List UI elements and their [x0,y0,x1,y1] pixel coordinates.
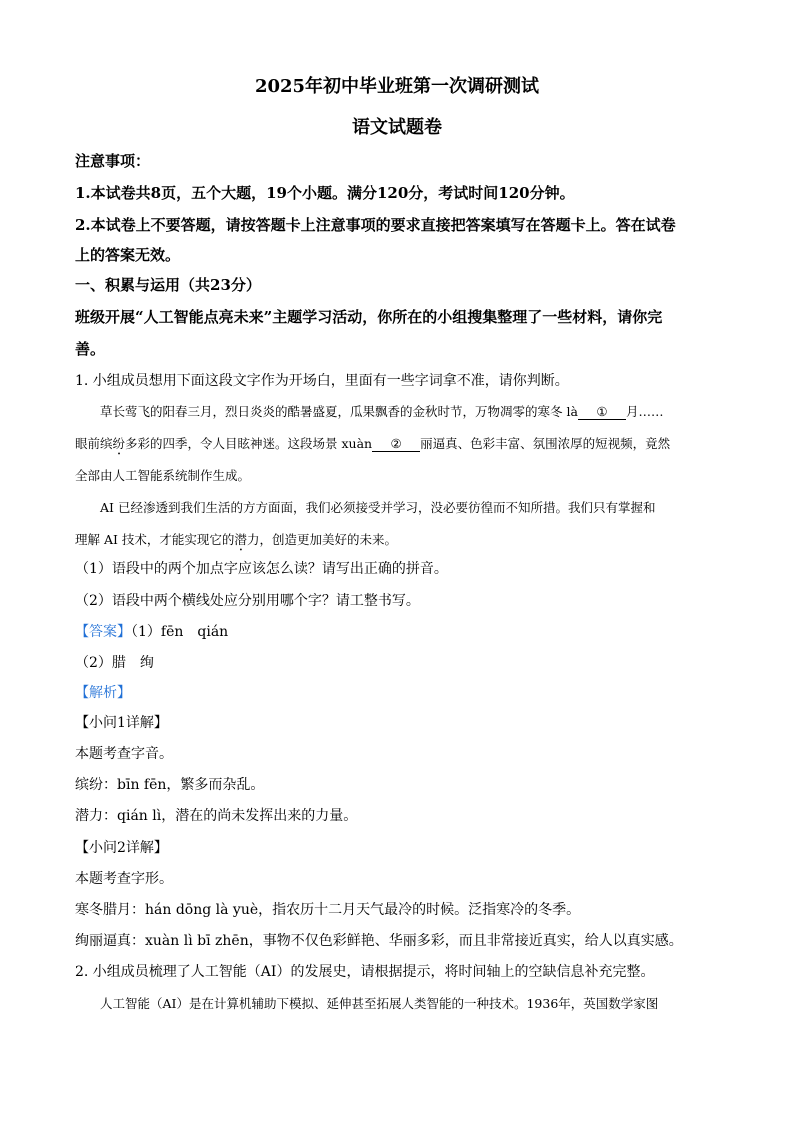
q1-passage-line-5 [75,530,397,554]
exam-title: 2025年初中毕业班第一次调研测试 [254,76,540,97]
detail-2-line-3: 绚丽逼真：xuàn lì bī zhēn，事物不仅色彩鲜艳、华丽多彩，而且非常接近真实，给人以真实感。 [75,933,683,949]
dotted-char: 潜 [234,532,247,547]
q1-passage-text: 草长莺飞的阳春三月，烈日炎炎的酷暑盛夏，瓜果飘香的金秋时节，万物凋零的寒冬 là [100,404,578,419]
detail-1-line-1: 本题考查字音。 [75,746,173,762]
dotted-char: 纷 [112,436,126,451]
q1-passage-text: 月…… [625,404,664,419]
answer-label: 【答案】 [75,624,131,640]
q1-answer-2: （2）腊 绚 [75,655,154,671]
detail-1-line-2: 缤纷：bīn fēn，繁多而杂乱。 [75,777,265,793]
analysis-label: 【解析】 [75,685,131,701]
blank-1: ① [578,405,626,420]
q1-passage-line-2 [75,434,670,458]
q2-stem: 2. 小组成员梳理了人工智能（AI）的发展史，请根据提示，将时间轴上的空缺信息补充完整。 [75,964,655,980]
q1-passage-line-3: 全部由人工智能系统制作生成。 [75,468,251,483]
q1-passage-text: 多彩的四季，令人目眩神迷。这段场景 xuàn [125,436,373,451]
q1-sub-question-1: （1）语段中的两个加点字应该怎么读？请写出正确的拼音。 [75,561,448,577]
detail-2-label: 【小问2详解】 [75,840,168,856]
notice-heading: 注意事项： [75,152,151,170]
notice-item-2-line-1: 2.本试卷上不要答题，请按答题卡上注意事项的要求直接把答案填写在答题卡上。答在试卷 [75,216,676,234]
q1-passage-line-4: AI 已经渗透到我们生活的方方面面，我们必须接受并学习，没必要彷徨而不知所措。我们只有掌握和 [100,500,656,515]
q1-sub-question-2: （2）语段中两个横线处应分别用哪个字？请工整书写。 [75,593,420,609]
q1-answer [75,621,228,641]
section-1-intro-line-1: 班级开展“人工智能点亮未来”主题学习活动，你所在的小组搜集整理了一些材料，请你完 [75,308,663,326]
q1-passage-text: 眼前缤 [75,436,113,451]
notice-item-1: 1.本试卷共8页，五个大题，19个小题。满分120分，考试时间120分钟。 [75,184,575,202]
blank-2: ② [372,437,420,452]
section-1-intro-line-2: 善。 [75,340,106,358]
q2-passage-line-1: 人工智能（AI）是在计算机辅助下模拟、延伸甚至拓展人类智能的一种技术。1936年，英国数学家图 [100,996,659,1011]
detail-1-line-3: 潜力：qián lì，潜在的尚未发挥出来的力量。 [75,808,358,824]
exam-subtitle: 语文试题卷 [352,117,442,138]
q1-passage-text: 理解 AI 技术，才能实现它的 [75,532,235,547]
q1-passage-line-1 [100,402,663,420]
section-1-heading: 一、积累与运用（共23分） [75,276,261,294]
answer-1: （1）fēn qián [131,624,229,640]
detail-2-line-2: 寒冬腊月：hán dōng là yuè，指农历十二月天气最冷的时候。泛指寒冷的冬季。 [75,902,581,918]
q1-passage-text: 力，创造更加美好的未来。 [246,532,397,547]
q1-stem: 1. 小组成员想用下面这段文字作为开场白，里面有一些字词拿不准，请你判断。 [75,373,569,389]
notice-item-2-line-2: 上的答案无效。 [75,246,181,264]
detail-1-label: 【小问1详解】 [75,715,168,731]
q1-passage-text: 丽逼真、色彩丰富、氛围浓厚的短视频，竟然 [420,436,671,451]
detail-2-line-1: 本题考查字形。 [75,871,173,887]
